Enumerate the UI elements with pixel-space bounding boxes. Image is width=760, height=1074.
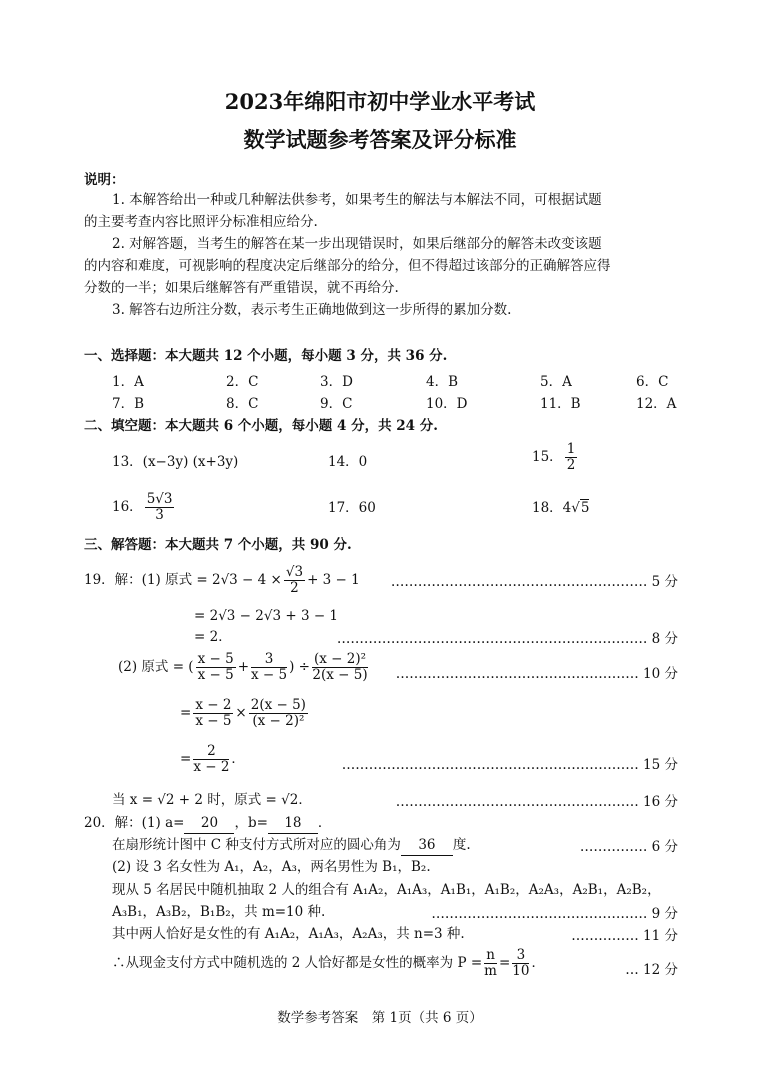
q20-score-7-text: 12 分: [643, 962, 678, 978]
q20-line4: 现从 5 名居民中随机抽取 2 人的组合有 A₁A₂，A₁A₃，A₁B₁，A₁B₂，A₂A₃，A₂B₁，A₂B₂，: [112, 882, 661, 898]
q20-line3: (2) 设 3 名女性为 A₁，A₂，A₃，两名男性为 B₁，B₂.: [112, 859, 431, 875]
q19-score-1-text: 5 分: [651, 574, 678, 590]
q19-frac5-num: x − 2: [195, 697, 232, 713]
q19-l1a: 19．解：(1) 原式 = 2√3 − 4 ×: [84, 572, 282, 588]
q19-frac1: [284, 565, 305, 596]
choice-answer-12: 12．A: [636, 396, 677, 412]
choice-answer-4: 4．B: [426, 374, 459, 390]
choice-answer-5: 5．A: [540, 374, 572, 390]
exam-subtitle: 数学试题参考答案及评分标准: [243, 127, 517, 152]
choice-answer-10: 10．D: [426, 396, 468, 412]
q19-line6: [180, 744, 245, 775]
note-2c: 分数的一半；如果后继解答有严重错误，就不再给分.: [84, 280, 399, 296]
q19-line4: [118, 652, 370, 683]
choice-answer-9: 9．C: [320, 396, 353, 412]
q20-l2a: 在扇形统计图中 C 种支付方式所对应的圆心角为: [112, 837, 401, 853]
q20-line1: [84, 813, 331, 834]
choice-answer-1: 1．A: [112, 374, 144, 390]
q19-line1: [84, 565, 360, 596]
q20-blank-deg: 36: [401, 835, 453, 856]
q20-score-2-text: 6 分: [651, 839, 678, 855]
q20-l2b: 度.: [452, 837, 471, 853]
choice-answer-8: 8．C: [226, 396, 259, 412]
q20-line5: A₃B₁，A₃B₂，B₁B₂，共 m=10 种.: [112, 904, 326, 920]
q19-score-7: ……………………………………………… 16 分: [395, 794, 678, 810]
q19-frac4-num: (x − 2)²: [313, 651, 367, 667]
q19-frac3: [251, 652, 287, 683]
choice-answer-3: 3．D: [320, 374, 353, 390]
q20-blank-b: 18: [268, 813, 318, 834]
note-1a: 1. 本解答给出一种或几种解法供参考，如果考生的解法与本解法不同，可根据试题: [112, 192, 602, 208]
q20-line7: [112, 948, 545, 979]
answer-15-num: 1: [566, 441, 576, 457]
q20-score-6: …………… 11 分: [571, 928, 678, 944]
q19-frac4: [312, 652, 368, 683]
q19-frac1-num: √3: [285, 564, 304, 580]
q20-line2: [112, 835, 471, 856]
q20-l7b: ．: [531, 955, 545, 971]
q20-frac-nm-num: n: [484, 948, 497, 964]
q19-line2: = 2√3 − 2√3 + 3 − 1: [194, 608, 339, 624]
q19-score-6: ………………………………………………………… 15 分: [341, 757, 678, 773]
answer-17: 17．60: [328, 500, 376, 516]
q20-frac-val: [512, 948, 529, 979]
q19-score-7-text: 16 分: [643, 794, 678, 810]
q20-l1c: ．: [317, 815, 332, 831]
note-1b: 的主要考查内容比照评分标准相应给分.: [84, 214, 318, 230]
q19-score-1: ………………………………………………… 5 分: [390, 574, 678, 590]
q19-l6end: ．: [231, 751, 245, 767]
q19-frac1-den: 2: [290, 580, 299, 596]
answer-18-radicand: 5: [580, 500, 590, 516]
q20-line6: 其中两人恰好是女性的有 A₁A₂，A₁A₃，A₂A₃，共 n=3 种.: [112, 926, 465, 942]
q20-l1a: 20．解：(1) a=: [84, 815, 185, 831]
answer-16: [112, 492, 176, 523]
choice-answer-2: 2．C: [226, 374, 259, 390]
q19-div: ) ÷: [289, 659, 310, 675]
answer-15: [532, 442, 579, 473]
q20-frac-val-num: 3: [512, 948, 529, 964]
answer-13: 13．(x−3y) (x+3y): [112, 454, 239, 470]
q19-frac7-den: x − 2: [193, 759, 230, 775]
q20-l7a: ∴从现金支付方式中随机选的 2 人恰好都是女性的概率为 P =: [112, 955, 483, 971]
answer-15-label: 15．: [532, 449, 563, 465]
answer-16-label: 16．: [112, 499, 143, 515]
answer-16-den: 3: [155, 507, 164, 523]
q20-score-6-text: 11 分: [643, 928, 678, 944]
answer-16-num: 5√3: [146, 491, 173, 507]
q19-score-4: ……………………………………………… 10 分: [395, 666, 678, 682]
q20-frac-val-den: 10: [512, 963, 530, 979]
answer-15-den: 2: [566, 457, 576, 473]
q19-frac6-den: (x − 2)²: [252, 713, 305, 729]
q19-l5eq: =: [180, 705, 192, 721]
q19-score-6-text: 15 分: [643, 757, 678, 773]
q20-frac-nm-den: m: [484, 963, 497, 979]
q19-l1b: + 3 − 1: [307, 572, 360, 588]
notes-heading: 说明：: [84, 172, 125, 188]
answer-16-fraction: [145, 492, 175, 523]
note-2a: 2. 对解答题，当考生的解答在某一步出现错误时，如果后继部分的解答未改变该题: [112, 236, 602, 252]
sec2-heading: 二、填空题：本大题共 6 个小题，每小题 4 分，共 24 分.: [84, 418, 438, 434]
answer-15-fraction: [565, 442, 578, 473]
q19-line5: [180, 698, 310, 729]
sec1-heading: 一、选择题：本大题共 12 个小题，每小题 3 分，共 36 分.: [84, 348, 448, 364]
q19-frac3-num: 3: [251, 652, 287, 668]
choice-answer-11: 11．B: [540, 396, 581, 412]
exam-title: 2023年绵阳市初中学业水平考试: [224, 89, 536, 114]
q19-frac6: [249, 698, 308, 729]
q19-l6eq: =: [180, 751, 192, 767]
note-3: 3. 解答右边所注分数，表示考生正确地做到这一步所得的累加分数.: [112, 302, 512, 318]
sec3-heading: 三、解答题：本大题共 7 个小题，共 90 分.: [84, 537, 352, 553]
choice-answer-6: 6．C: [636, 374, 669, 390]
q20-score-5: ………………………………………… 9 分: [431, 906, 678, 922]
q19-line7: 当 x = √2 + 2 时，原式 = √2．: [112, 792, 312, 808]
note-2b: 的内容和难度，可视影响的程度决定后继部分的给分，但不得超过该部分的正确解答应得: [84, 258, 611, 274]
q19-frac4-den: 2(x − 5): [312, 667, 368, 683]
q19-score-4-text: 10 分: [643, 666, 678, 682]
q19-l4a: (2) 原式 = (: [118, 659, 194, 675]
q20-score-5-text: 9 分: [651, 906, 678, 922]
q19-score-3: …………………………………………………………… 8 分: [336, 631, 678, 647]
q20-blank-a: 20: [184, 813, 234, 834]
q19-frac5: [193, 698, 233, 729]
page-footer: 数学参考答案 第 1页（共 6 页）: [277, 1010, 483, 1026]
answer-18: 18．4√5: [532, 500, 590, 516]
q20-frac-nm: [484, 948, 497, 979]
q19-frac2-num: x − 5: [197, 651, 234, 667]
q19-score-3-text: 8 分: [651, 631, 678, 647]
choice-answer-7: 7．B: [112, 396, 145, 412]
q19-frac6-num: 2(x − 5): [250, 697, 306, 713]
q19-times: ×: [235, 705, 247, 721]
answer-14: 14．0: [328, 454, 368, 470]
q20-score-2: …………… 6 分: [579, 839, 678, 855]
q20-l1b: ，b=: [234, 815, 268, 831]
q19-frac2: [196, 652, 236, 683]
q19-frac3-den: x − 5: [251, 667, 288, 683]
q19-frac7: [193, 744, 229, 775]
q20-eq: =: [498, 955, 511, 971]
q19-frac5-den: x − 5: [195, 713, 232, 729]
q19-frac7-num: 2: [193, 744, 229, 760]
q19-frac2-den: x − 5: [197, 667, 234, 683]
answer-18-label: 18．4: [532, 500, 572, 516]
q20-score-7: … 12 分: [625, 962, 678, 978]
q19-plus: +: [237, 659, 249, 675]
q19-line3: = 2．: [194, 629, 232, 645]
